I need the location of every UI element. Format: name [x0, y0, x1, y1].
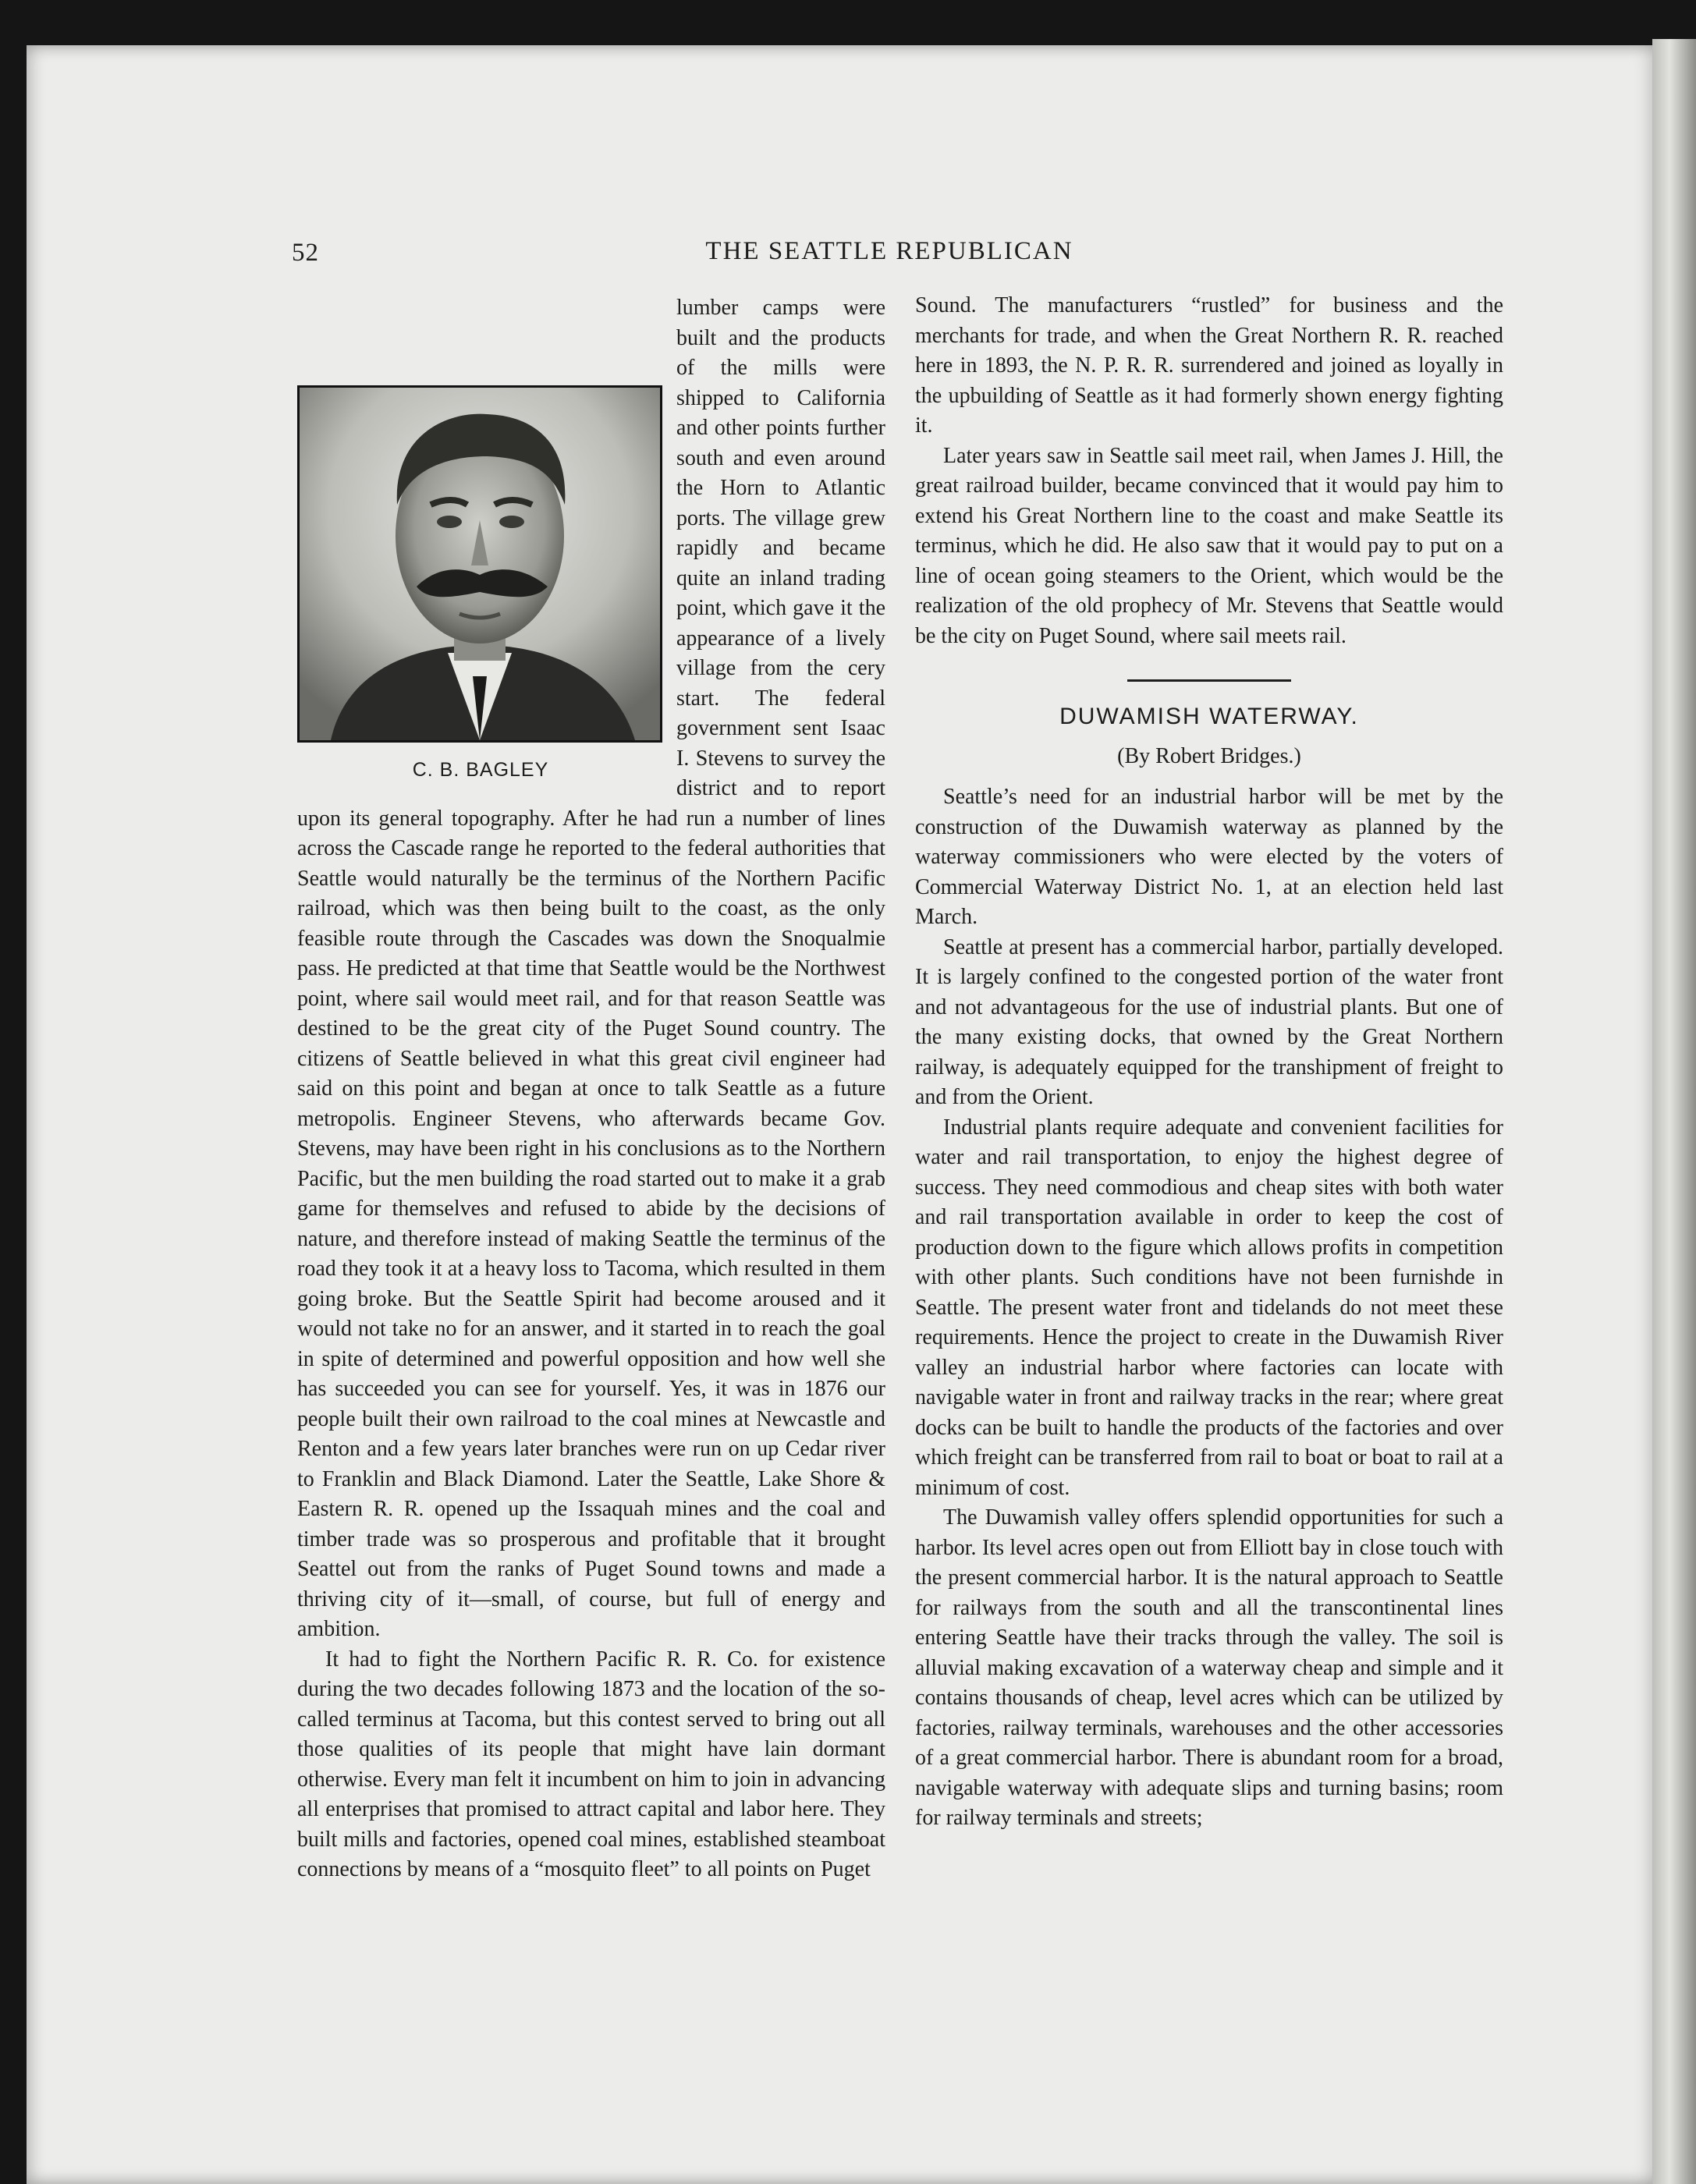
- section-divider: [1127, 679, 1291, 682]
- portrait-icon: [300, 388, 660, 740]
- article-paragraph-1: Seattle’s need for an industrial harbor will be met by the construction of the Duwamish waterway as planned by the waterway commissioners who were elected by the voters of Commercial Waterway District No. 1, at an election held last March.: [915, 785, 1503, 929]
- running-title: THE SEATTLE REPUBLICAN: [705, 237, 1073, 265]
- left-paragraph-1: lumber camps were built and the products of the mills were shipped to California and other points further south and even around the Horn to Atlantic ports. The village grew rapidly and became quite an inland trading point, which gave it the appearance of a lively village from the cery start. The federal government sent Isaac I. Stevens to survey the district and to report upon its general topography. After he had run a number of lines across the Cascade range he reported to the federal authorities that Seattle would naturally be the terminus of the Northern Pacific railroad, which was then being built to the coast, as the only feasible route through the Cascades was down the Snoqualmie pass. He predicted at that time that Seattle would be the Northwest point, where sail would meet rail, and for that reason Seattle was destined to be the great city of the Puget Sound country. The citizens of Seattle believed in what this great civil engineer had said on this point and began at once to talk Seattle as a future metropolis. Engineer Stevens, who afterwards became Gov. Stevens, may have been right in his conclusions as to the Northern Pacific, but the men building the road started out to make it a grab game for themselves and refused to abide by the decisions of nature, and therefore instead of making Seattle the terminus of the road they took it at a heavy loss to Tacoma, which resulted in them going broke. But the Seattle Spirit had become aroused and it would not take no for an answer, and it started in to reach the goal in spite of determined and powerful opposition and how well she has succeeded you can see for yourself. Yes, it was in 1876 our people built their own railroad to the coal mines at Newcastle and Renton and a few years later branches were run on up Cedar river to Franklin and Black Diamond. Later the Seattle, Lake Shore & Eastern R. R. opened up the Issaquah mines and the coal and timber trade was so prosperous and profitable that it brought Seattel out from the ranks of Puget Sound towns and made a thriving city of it—small, of course, but full of energy and ambition.: [297, 296, 885, 1641]
- article-title: DUWAMISH WATERWAY.: [1059, 704, 1359, 729]
- article-byline: (By Robert Bridges.): [1117, 743, 1301, 768]
- page-edge: [1652, 39, 1696, 2184]
- portrait-photo: [297, 385, 662, 743]
- article-paragraph-2: Seattle at present has a commercial harbor, partially developed. It is largely confined to the congested portion of the water front and not advantageous for the use of industrial plants. But one of the many existing docks, that owned by the Great Northern railway, is adequately equipped for the transhipment of freight to and from the Orient.: [915, 934, 1503, 1109]
- photo-caption: C. B. BAGLEY: [412, 759, 549, 781]
- left-column: [297, 293, 885, 1885]
- page-number: 52: [292, 239, 319, 267]
- right-paragraph-1: Sound. The manufacturers “rustled” for business and the merchants for trade, and when the Great Northern R. R. reached here in 1893, the N. P. R. R. surrendered and joined as loyally in the upbuilding of Seattle as it had formerly shown energy fighting it.: [915, 293, 1503, 438]
- right-paragraph-2: Later years saw in Seattle sail meet rail, when James J. Hill, the great railroad builder, became convinced that it would pay him to extend his Great Northern line to the coast and make Seattle its terminus, which he did. He also saw that it would pay to put on a line of ocean going steamers to the Orient, which would be the realization of the old prophecy of Mr. Stevens that Seattle would be the city on Puget Sound, where sail meets rail.: [915, 443, 1503, 648]
- article-paragraph-4: The Duwamish valley offers splendid opportunities for such a harbor. Its level acres open out from Elliott bay in close touch with the present commercial harbor. It is the natural approach to Seattle for railways from the south and all the transcontinental lines entering Seattle have their tracks through the valley. The soil is alluvial making excavation of a waterway cheap and simple and it contains thousands of cheap, level acres which can be utilized by factories, railway terminals, warehouses and the other accessories of a great commercial harbor. There is abundant room for a broad, navigable waterway with adequate slips and turning basins; room for railway terminals and streets;: [915, 1505, 1503, 1830]
- photo-block: [297, 385, 664, 782]
- right-column: [915, 291, 1503, 1834]
- left-paragraph-2: It had to fight the Northern Pacific R. R. Co. for existence during the two decades following 1873 and the location of the so-called terminus at Tacoma, but this contest served to bring out all those qualities of its people that might have lain dormant otherwise. Every man felt it incumbent on him to join in advancing all enterprises that promised to attract capital and labor here. They built mills and factories, opened coal mines, established steamboat connections by means of a “mosquito fleet” to all points on Puget: [297, 1647, 885, 1881]
- article-paragraph-3: Industrial plants require adequate and convenient facilities for water and rail transportation, to enjoy the highest degree of success. They need commodious and cheap sites with both water and rail transportation available in order to keep the cost of production down to the figure which allows profits in competition with other plants. Such conditions have not been furnishde in Seattle. The present water front and tidelands do not meet these requirements. Hence the project to create in the Duwamish River valley an industrial harbor where factories can locate with navigable water in front and railway tracks in the rear; where great docks can be built to handle the products of the factories and over which freight can be transferred from rail to boat or boat to rail at a minimum of cost.: [915, 1115, 1503, 1500]
